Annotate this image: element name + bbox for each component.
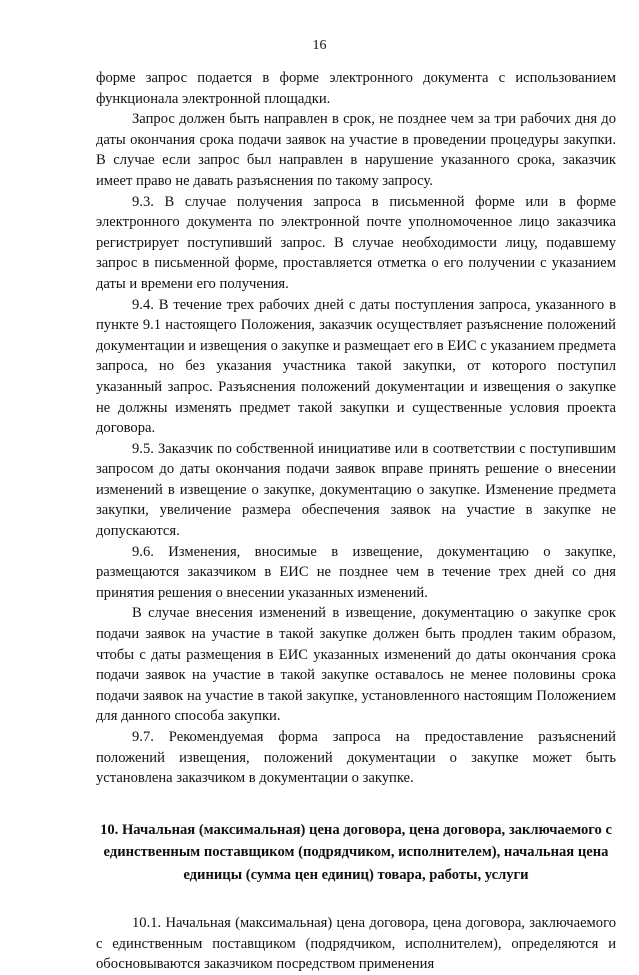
section-heading: 10. Начальная (максимальная) цена договора, цена договора, заключаемого с единственным поставщиком (подрядчиком, исполнителем), начальная цена единицы (сумма цен единиц) товара, работы, услуги xyxy=(100,821,612,883)
document-body xyxy=(96,68,616,975)
paragraph: В случае внесения изменений в извещение, документацию о закупке срок подачи заявок на участие в такой закупке должен быть продлен таким образом, чтобы с даты размещения в ЕИС указанных изменений до даты окончания срока подачи заявок на участие в такой закупке оставалось не менее половины срока подачи заявок на участие в такой закупке, установленного настоящим Положением для данного способа закупки. xyxy=(96,605,616,725)
paragraph-9-5: 9.5. Заказчик по собственной инициативе или в соответствии с поступившим запросом до даты окончания подачи заявок вправе принять решение о внесении изменений в извещение о закупке, документацию о закупке. Изменение предмета закупки, увеличение размера обеспечения заявок на участие в закупке не допускаются. xyxy=(96,440,616,540)
paragraph: Запрос должен быть направлен в срок, не позднее чем за три рабочих дня до даты окончания срока подачи заявок на участие в проведении процедуры закупки. В случае если запрос был направлен в нарушение указанного срока, заказчик имеет право не давать разъяснения по такому запросу. xyxy=(96,111,616,189)
paragraph: форме запрос подается в форме электронного документа с использованием функционала электронной площадки. xyxy=(96,70,616,107)
paragraph-9-4: 9.4. В течение трех рабочих дней с даты поступления запроса, указанного в пункте 9.1 настоящего Положения, заказчик осуществляет разъяснение положений документации и извещения о закупке и размещает его в ЕИС с указанием предмета запроса, но без указания участника такой закупки, от которого поступил указанный запрос. Разъяснения положений документации и извещения о закупке не должны изменять предмет такой закупки и существенные условия проекта договора. xyxy=(96,296,616,437)
paragraph-9-3: 9.3. В случае получения запроса в письменной форме или в форме электронного документа по электронной почте уполномоченное лицо заказчика регистрирует поступивший запрос. В случае необходимости лицу, подавшему запрос в письменной форме, проставляется отметка о его получении с указанием даты и времени его получения. xyxy=(96,193,616,292)
page-number: 16 xyxy=(312,38,327,53)
paragraph-10-1: 10.1. Начальная (максимальная) цена договора, цена договора, заключаемого с единственным поставщиком (подрядчиком, исполнителем), определяются и обосновываются заказчиком посредством применения xyxy=(96,915,616,973)
paragraph-9-7: 9.7. Рекомендуемая форма запроса на предоставление разъяснений положений извещения, положений документации о закупке может быть установлена заказчиком в документации о закупке. xyxy=(96,729,616,787)
paragraph-9-6: 9.6. Изменения, вносимые в извещение, документацию о закупке, размещаются заказчиком в ЕИС не позднее чем в течение трех дней со дня принятия решения о внесении указанных изменений. xyxy=(96,543,616,601)
